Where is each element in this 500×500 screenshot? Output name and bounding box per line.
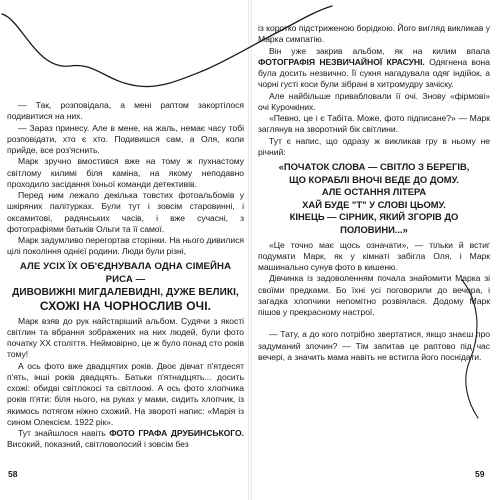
emphasis-caps: ФОТОГРАФІЯ НЕЗВИЧАЙНОЇ КРАСУНІ. [258, 56, 425, 67]
text-run: Високий, показний, світловолосий і зовсім без [7, 439, 189, 450]
paragraph: із коротко підстриженою борідкою. Його вигляд викликав у Марка симпатію. [258, 23, 490, 45]
paragraph: — Так, розповідала, а мені раптом закортілося подивитися на них. [7, 100, 244, 122]
highlight-block [7, 260, 244, 314]
paragraph: Перед ним лежало декілька товстих фотоальбомів у шкіряних палітурках. Були тут і зовсім старовинні, і оксамитові, радянських часів, і вже сучасні, з фотографіями батьків Ольги та її самої. [7, 190, 244, 234]
page-number-left: 58 [8, 469, 18, 479]
page-number-right: 59 [475, 469, 485, 479]
text-run: Він уже закрив альбом, як на килим впала [269, 45, 490, 56]
paragraph: — Тату, а до кого потрібно звертатися, якщо знаєш про задуманий злочин? — Тім запитав це раптово під час вечері, а значить мама навіть не встигла його поснідати. [258, 329, 490, 362]
paragraph: Марк задумливо перегортав сторінки. На нього дивилися цілі покоління однієї родини. Люди були різні, [7, 235, 244, 257]
left-page [7, 100, 244, 451]
highlight-line: СХОЖІ НА ЧОРНОСЛИВ ОЧІ. [39, 298, 212, 313]
highlight-line: АЛЕ УСІХ ЇХ ОБ'ЄДНУВАЛА ОДНА СІМЕЙНА РИСА — [19, 260, 232, 285]
paragraph: «Це точно має щось означати», — тільки й встиг подумати Марк, як у кімнаті забігла Оля, і Марк машинально сунув фото в кишеню. [258, 239, 490, 273]
riddle-poem [258, 161, 490, 237]
poem-line: ЩО КОРАБЛІ ВНОЧІ ВЕДЕ ДО ДОМУ. [289, 173, 459, 185]
paragraph [7, 428, 244, 451]
paragraph: А ось фото вже двадцятих років. Двоє дівчат п'ятдесят п'ять, інші років двадцять. Батьки п'ятнадцять... досить схожі: обидві світлокосі та світлоокі. А ось фото хлопчика років п'яти: біля нього, на руках у мами, сидить хлопчик, із якимось потягом ніжно схожий. На звороті напис: «Марія із сином Олексієм. 1922 рік». [7, 360, 244, 427]
highlight-line: ДИВОВИЖНІ МИГДАЛЕВИДНІ, ДУЖЕ ВЕЛИКІ, [12, 286, 239, 298]
paragraph: «Певно, це і є Табіта. Може, фото підписане?» — Марк заглянув на зворотний бік світлини. [258, 113, 490, 135]
poem-line: АЛЕ ОСТАННЯ ЛІТЕРА [321, 186, 427, 198]
paragraph: Тут є напис, що одразу ж викликав гру в ньому не річний: [258, 135, 490, 157]
paragraph: — Зараз принесу. Але в мене, на жаль, немає часу тобі розповідати, хто є хто. Подивишся сам, а Оля, коли прийде, все роз'яснить. [7, 122, 244, 155]
paragraph: Марк зручно вмостився вже на тому ж пухнастому світлому килимі біля каміна, на якому неподавно проходило засідання їхньої команди детективів. [7, 156, 244, 189]
paragraph: Але найбільше привабловали її очі. Знову «фірмові» очі Курочкіних. [258, 90, 490, 112]
paragraph: Дівчинка із задоволенням почала знайомити Марка зі своїми предками. Бо їхні усі поговорили до вечора, і загадка хлопчики непомітно розвіялася. Додому Марк пішов у прекрасному настрої. [258, 273, 490, 318]
emphasis-caps: ФОТО ГРАФА ДРУБИНСЬКОГО. [109, 428, 244, 438]
text-run: Тут знайшлося навіть [18, 428, 106, 438]
right-page [258, 23, 490, 363]
poem-line: КІНЕЦЬ — СІРНИК, ЯКИЙ ЗГОРІВ ДО ПОЛОВИНИ...» [289, 211, 459, 235]
poem-line: «ПОЧАТОК СЛОВА — СВІТЛО З БЕРЕГІВ, [278, 161, 470, 172]
paragraph: Марк взяв до рук найстаріший альбом. Судячи з якості світлин та вбрання зображених на них людей, були фото початку XX століття. Неймовірно, це ж було понад сто років тому! [7, 315, 244, 360]
section-break [258, 318, 490, 329]
paragraph [258, 46, 490, 91]
poem-line: ХАЙ БУДЕ "Т" У СЛОВІ ЦЬОМУ. [302, 198, 446, 210]
text-run: Одягнена вона була досить незвично. Її сукня нагадувала одяг індійок, а чорні густі коси були зібрані в хитромудру зачіску. [258, 56, 490, 90]
